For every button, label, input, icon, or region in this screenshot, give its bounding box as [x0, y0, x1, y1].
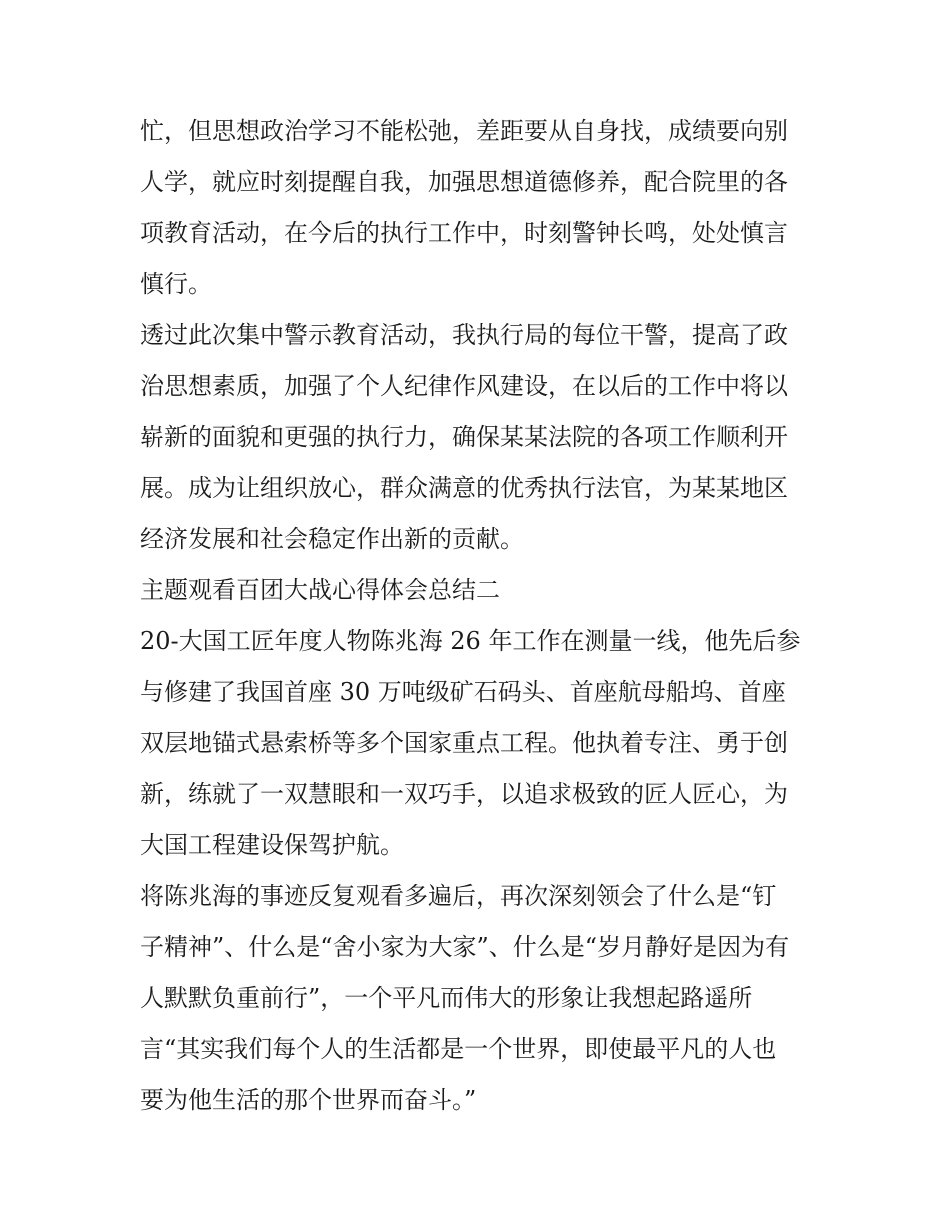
text-line: 新，练就了一双慧眼和一双巧手，以追求极致的匠人匠心，为: [140, 780, 788, 808]
text-line: 展。成为让组织放心，群众满意的优秀执行法官，为某某地区: [140, 474, 788, 502]
document-body: [140, 106, 830, 1126]
text-line: 子精神”、什么是“舍小家为大家”、什么是“岁月静好是因为有: [140, 933, 790, 961]
text-line: 双层地锚式悬索桥等多个国家重点工程。他执着专注、勇于创: [140, 729, 788, 757]
text-line: 言“其实我们每个人的生活都是一个世界，即使最平凡的人也: [140, 1035, 777, 1063]
text-line: 将陈兆海的事迹反复观看多遍后，再次深刻领会了什么是“钉: [140, 882, 777, 910]
text-line: 慎行。: [140, 270, 212, 298]
text-line: 崭新的面貌和更强的执行力，确保某某法院的各项工作顺利开: [140, 423, 788, 451]
text-line: 治思想素质，加强了个人纪律作风建设，在以后的工作中将以: [140, 372, 788, 400]
text-line: 忙，但思想政治学习不能松弛，差距要从自身找，成绩要向别: [140, 117, 788, 145]
section-heading: 主题观看百团大战心得体会总结二: [140, 576, 500, 604]
text-line: 大国工程建设保驾护航。: [140, 831, 404, 859]
text-line: 要为他生活的那个世界而奋斗。”: [140, 1086, 477, 1114]
text-line: 项教育活动，在今后的执行工作中，时刻警钟长鸣，处处慎言: [140, 219, 788, 247]
text-line: 与修建了我国首座 30 万吨级矿石码头、首座航母船坞、首座: [140, 678, 786, 706]
text-line: 20-大国工匠年度人物陈兆海 26 年工作在测量一线，他先后参: [140, 627, 801, 655]
text-line: 经济发展和社会稳定作出新的贡献。: [140, 525, 524, 553]
text-line: 透过此次集中警示教育活动，我执行局的每位干警，提高了政: [140, 321, 788, 349]
text-line: 人默默负重前行”，一个平凡而伟大的形象让我想起路遥所: [140, 984, 753, 1012]
text-line: 人学，就应时刻提醒自我，加强思想道德修养，配合院里的各: [140, 168, 788, 196]
